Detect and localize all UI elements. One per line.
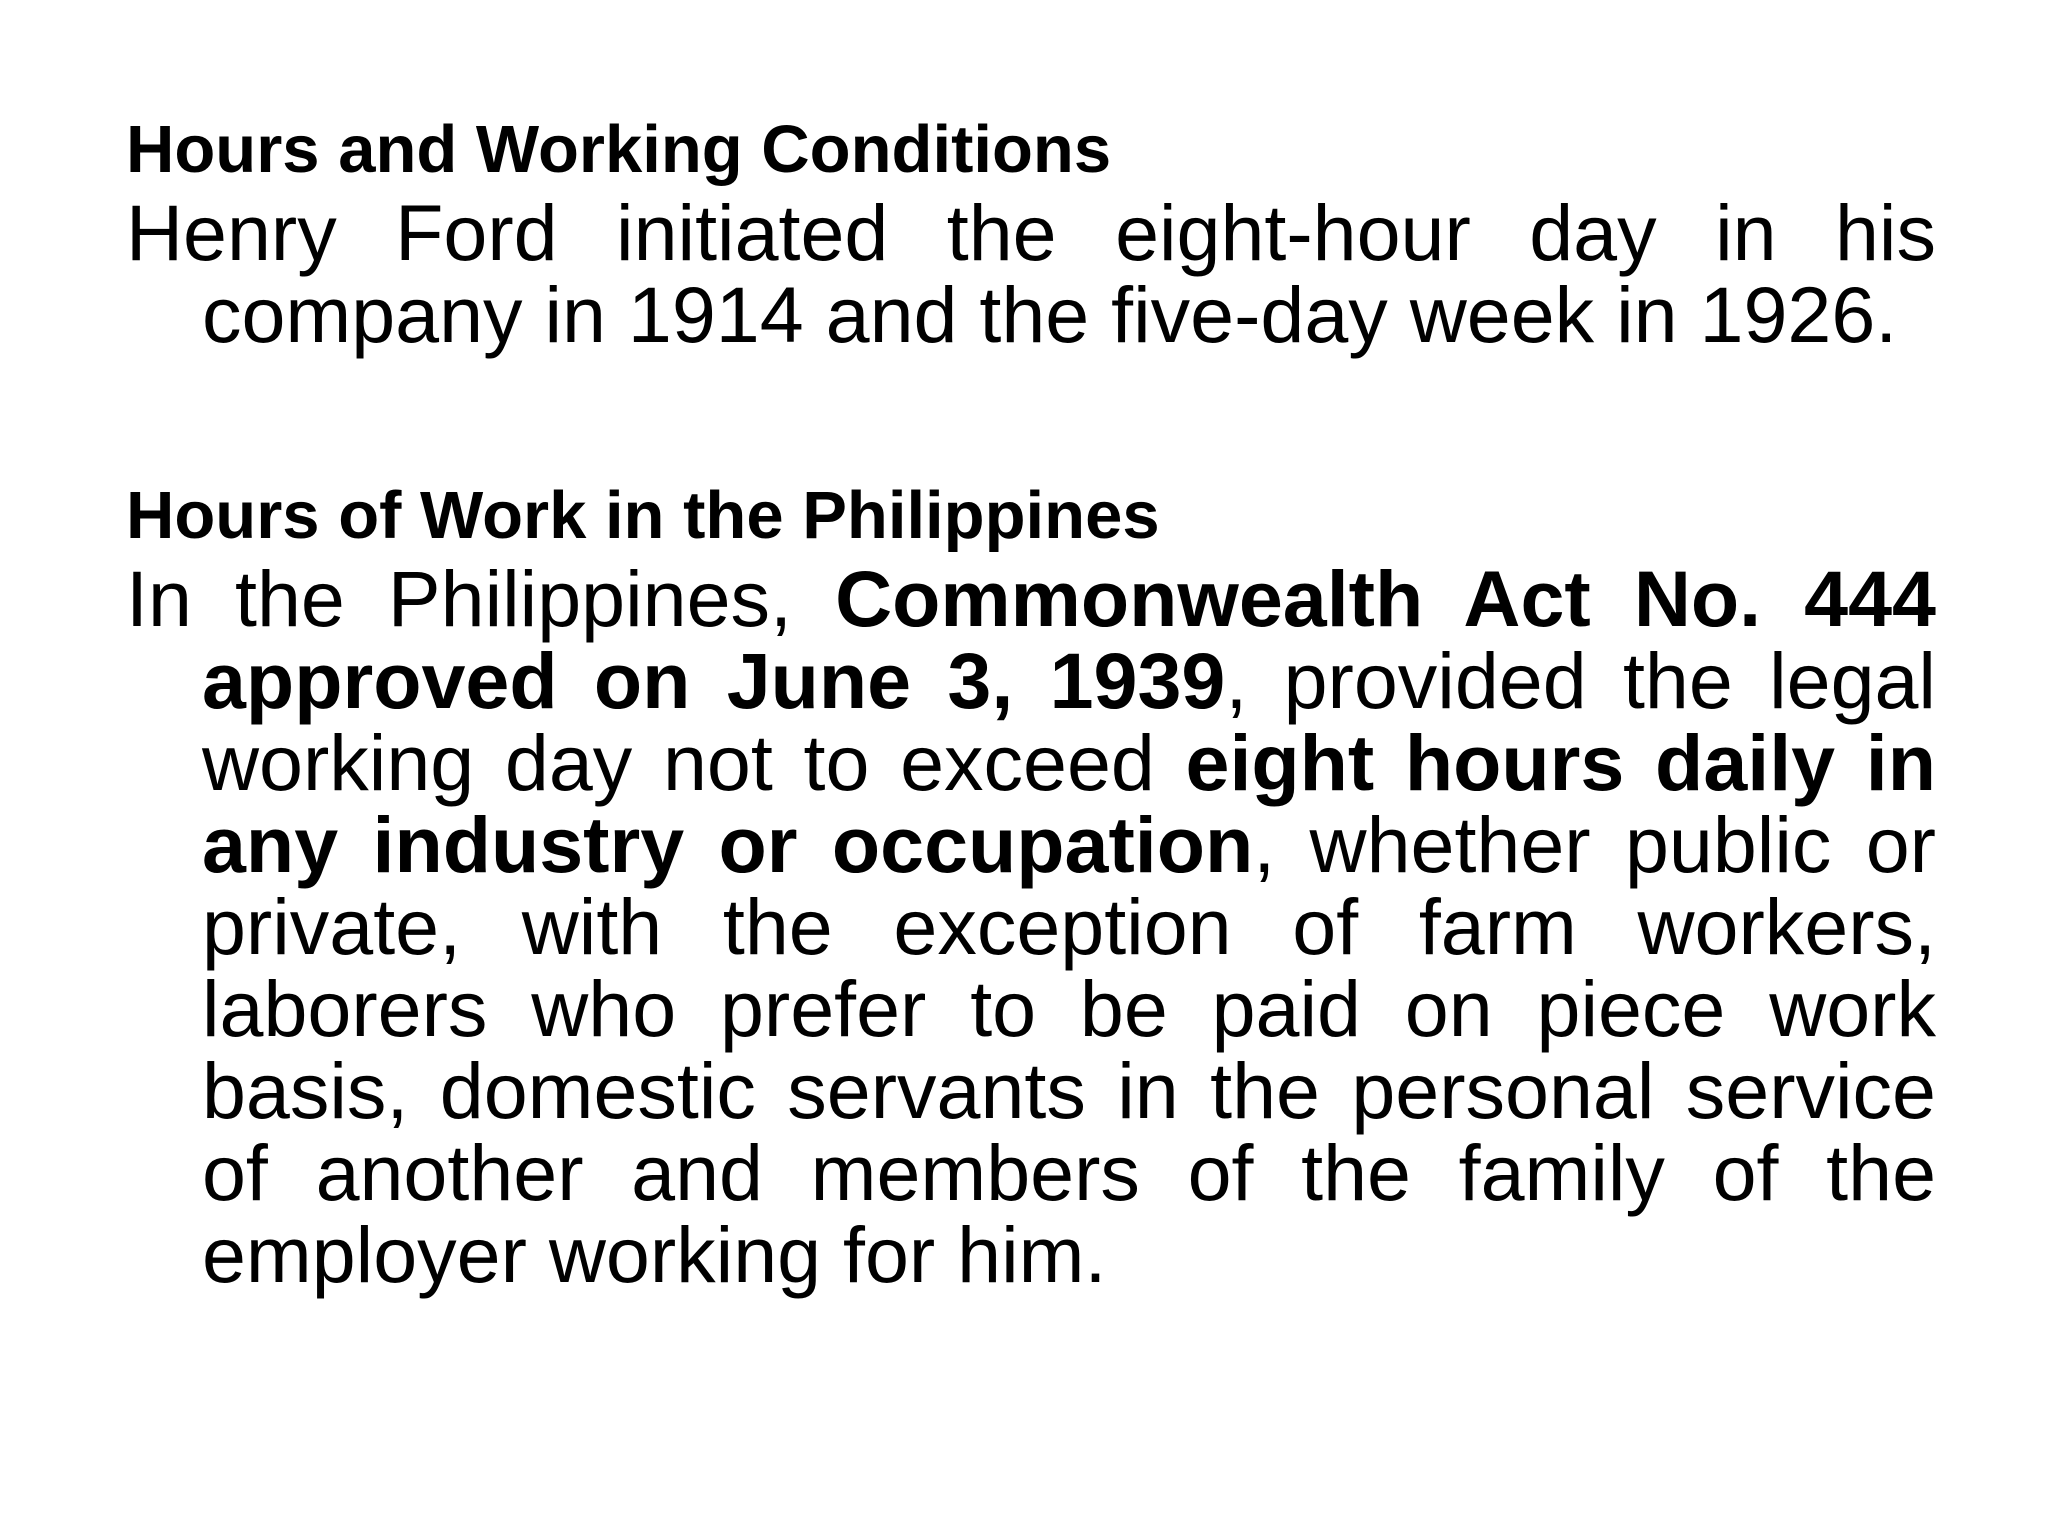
text-segment-3: , whether public or private, with the exception of farm workers, laborers who prefer to be paid on piece work basis, domestic servants in the personal service of another and members of the family of the employer working for him.	[202, 800, 1936, 1299]
bold-eight-hours: eight hours daily in any industry or occupation	[202, 718, 1936, 889]
slide-content	[126, 110, 1936, 1299]
paragraph-commonwealth-act	[126, 554, 1936, 1299]
heading-hours-working-conditions: Hours and Working Conditions	[126, 112, 1112, 187]
bold-commonwealth-act: Commonwealth Act No. 444 approved on June 3, 1939	[202, 554, 1936, 725]
heading-hours-work-philippines: Hours of Work in the Philippines	[126, 478, 1160, 553]
text-segment-1: In the Philippines,	[126, 554, 836, 643]
paragraph-henry-ford: Henry Ford initiated the eight-hour day in his company in 1914 and the five-day week in 1926.	[126, 188, 1936, 359]
text-segment-2: , provided the legal working day not to exceed	[202, 636, 1936, 807]
